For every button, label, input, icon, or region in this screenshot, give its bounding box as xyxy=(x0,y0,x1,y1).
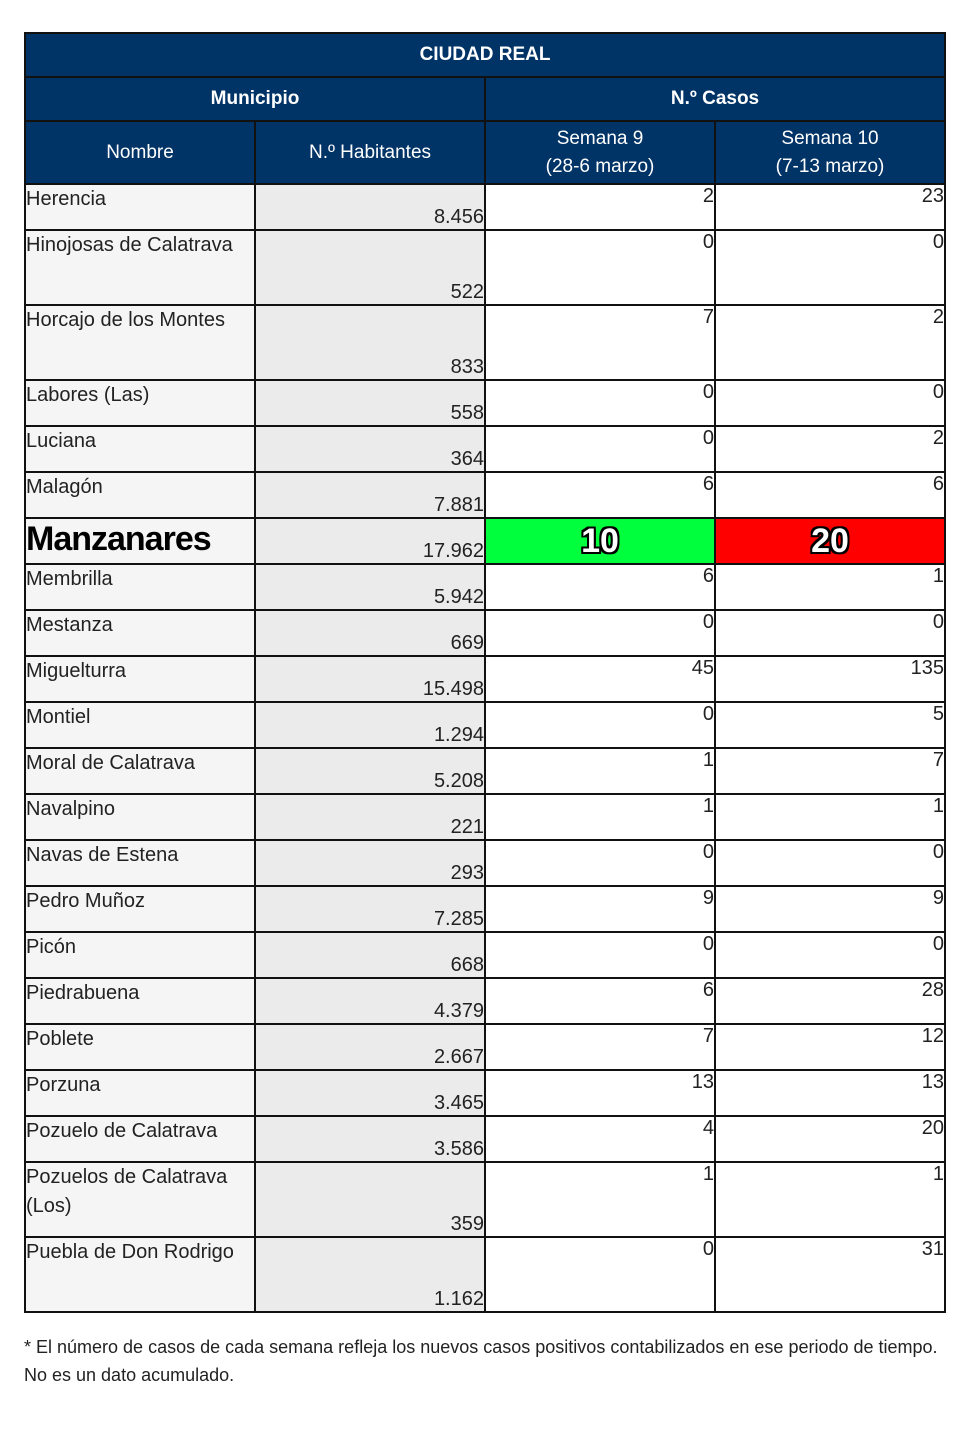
cell-habitantes: 3.465 xyxy=(255,1070,485,1116)
cell-semana-9: 6 xyxy=(485,472,715,518)
cell-semana-9: 0 xyxy=(485,840,715,886)
cell-semana-10: 20 xyxy=(715,1116,945,1162)
table-row xyxy=(25,230,945,305)
cell-municipio: Pozuelos de Calatrava (Los) xyxy=(25,1162,255,1237)
cell-municipio: Porzuna xyxy=(25,1070,255,1116)
cell-semana-10: 0 xyxy=(715,610,945,656)
col-header-semana-9-label: Semana 9 xyxy=(556,127,644,149)
cell-semana-9: 0 xyxy=(485,380,715,426)
table-row xyxy=(25,1024,945,1070)
cell-habitantes: 1.162 xyxy=(255,1237,485,1312)
cell-municipio: Piedrabuena xyxy=(25,978,255,1024)
cell-semana-10: 0 xyxy=(715,840,945,886)
cell-semana-10: 135 xyxy=(715,656,945,702)
cell-semana-9: 9 xyxy=(485,886,715,932)
cell-semana-10: 23 xyxy=(715,184,945,230)
cell-municipio: Malagón xyxy=(25,472,255,518)
cell-semana-9: 0 xyxy=(485,230,715,305)
cell-habitantes: 7.285 xyxy=(255,886,485,932)
cell-municipio: Navalpino xyxy=(25,794,255,840)
col-header-habitantes: N.º Habitantes xyxy=(255,121,485,184)
table-row xyxy=(25,932,945,978)
cell-semana-9-highlighted: 10 xyxy=(485,518,715,564)
cell-municipio: Puebla de Don Rodrigo xyxy=(25,1237,255,1312)
cell-semana-9: 1 xyxy=(485,794,715,840)
cell-habitantes: 4.379 xyxy=(255,978,485,1024)
cell-semana-10: 28 xyxy=(715,978,945,1024)
table-row xyxy=(25,472,945,518)
cell-semana-9: 7 xyxy=(485,305,715,380)
group-header-casos: N.º Casos xyxy=(485,77,945,121)
cell-habitantes: 364 xyxy=(255,426,485,472)
cell-semana-10: 12 xyxy=(715,1024,945,1070)
cell-municipio: Membrilla xyxy=(25,564,255,610)
cell-habitantes: 221 xyxy=(255,794,485,840)
cell-semana-10: 1 xyxy=(715,794,945,840)
cell-habitantes: 5.208 xyxy=(255,748,485,794)
cell-habitantes: 1.294 xyxy=(255,702,485,748)
table-row xyxy=(25,886,945,932)
cell-semana-10: 0 xyxy=(715,230,945,305)
cell-habitantes: 558 xyxy=(255,380,485,426)
col-header-semana-10-dates: (7-13 marzo) xyxy=(775,155,885,177)
cell-semana-10: 2 xyxy=(715,426,945,472)
cell-semana-9: 13 xyxy=(485,1070,715,1116)
cell-municipio: Labores (Las) xyxy=(25,380,255,426)
cell-semana-10: 0 xyxy=(715,932,945,978)
col-header-semana-10 xyxy=(715,121,945,184)
cell-municipio-highlighted: Manzanares xyxy=(25,518,255,564)
table-row xyxy=(25,840,945,886)
cell-semana-9: 4 xyxy=(485,1116,715,1162)
col-header-semana-10-label: Semana 10 xyxy=(781,127,879,149)
cell-habitantes: 833 xyxy=(255,305,485,380)
cases-table xyxy=(24,32,946,1313)
cell-municipio: Picón xyxy=(25,932,255,978)
cell-semana-9: 0 xyxy=(485,932,715,978)
cell-municipio: Luciana xyxy=(25,426,255,472)
table-row xyxy=(25,610,945,656)
cell-habitantes: 668 xyxy=(255,932,485,978)
cell-municipio: Moral de Calatrava xyxy=(25,748,255,794)
cell-semana-10: 6 xyxy=(715,472,945,518)
table-row xyxy=(25,184,945,230)
cell-semana-10-highlighted: 20 xyxy=(715,518,945,564)
table-row xyxy=(25,656,945,702)
cell-habitantes: 2.667 xyxy=(255,1024,485,1070)
cell-habitantes: 15.498 xyxy=(255,656,485,702)
table-row xyxy=(25,702,945,748)
group-header-municipio: Municipio xyxy=(25,77,485,121)
cell-semana-10: 9 xyxy=(715,886,945,932)
cell-municipio: Hinojosas de Calatrava xyxy=(25,230,255,305)
cell-semana-10: 0 xyxy=(715,380,945,426)
cell-municipio: Herencia xyxy=(25,184,255,230)
cell-municipio: Horcajo de los Montes xyxy=(25,305,255,380)
cell-habitantes: 522 xyxy=(255,230,485,305)
cell-semana-9: 2 xyxy=(485,184,715,230)
cell-municipio: Navas de Estena xyxy=(25,840,255,886)
footnote: * El número de casos de cada semana refleja los nuevos casos positivos contabilizados en ese periodo de tiempo. No es un dato acumulado. xyxy=(24,1337,938,1385)
cell-habitantes: 7.881 xyxy=(255,472,485,518)
cell-semana-9: 1 xyxy=(485,748,715,794)
cell-semana-10: 13 xyxy=(715,1070,945,1116)
col-header-nombre: Nombre xyxy=(25,121,255,184)
cell-semana-10: 31 xyxy=(715,1237,945,1312)
cell-semana-9: 0 xyxy=(485,702,715,748)
cell-municipio: Pedro Muñoz xyxy=(25,886,255,932)
cell-habitantes: 3.586 xyxy=(255,1116,485,1162)
cell-municipio: Poblete xyxy=(25,1024,255,1070)
table-row xyxy=(25,978,945,1024)
cell-semana-10: 1 xyxy=(715,564,945,610)
cell-habitantes: 5.942 xyxy=(255,564,485,610)
table-row xyxy=(25,1162,945,1237)
table-row xyxy=(25,748,945,794)
table-row xyxy=(25,380,945,426)
cell-semana-9: 6 xyxy=(485,978,715,1024)
cell-habitantes: 359 xyxy=(255,1162,485,1237)
cell-semana-10: 7 xyxy=(715,748,945,794)
cell-semana-9: 0 xyxy=(485,610,715,656)
cell-municipio: Pozuelo de Calatrava xyxy=(25,1116,255,1162)
cell-semana-9: 6 xyxy=(485,564,715,610)
table-row xyxy=(25,305,945,380)
cell-semana-10: 2 xyxy=(715,305,945,380)
cell-semana-9: 45 xyxy=(485,656,715,702)
cell-semana-9: 0 xyxy=(485,1237,715,1312)
table-row xyxy=(25,426,945,472)
cell-semana-9: 7 xyxy=(485,1024,715,1070)
cell-habitantes: 17.962 xyxy=(255,518,485,564)
table-row-highlighted xyxy=(25,518,945,564)
col-header-semana-9 xyxy=(485,121,715,184)
table-row xyxy=(25,1070,945,1116)
cell-habitantes: 669 xyxy=(255,610,485,656)
cell-municipio: Montiel xyxy=(25,702,255,748)
cell-municipio: Mestanza xyxy=(25,610,255,656)
cell-municipio: Miguelturra xyxy=(25,656,255,702)
table-title: CIUDAD REAL xyxy=(25,33,945,77)
table-row xyxy=(25,1116,945,1162)
cell-semana-10: 1 xyxy=(715,1162,945,1237)
table-row xyxy=(25,564,945,610)
cell-semana-10: 5 xyxy=(715,702,945,748)
cell-semana-9: 1 xyxy=(485,1162,715,1237)
col-header-semana-9-dates: (28-6 marzo) xyxy=(545,155,655,177)
cell-semana-9: 0 xyxy=(485,426,715,472)
cell-habitantes: 293 xyxy=(255,840,485,886)
cell-habitantes: 8.456 xyxy=(255,184,485,230)
table-row xyxy=(25,794,945,840)
table-row xyxy=(25,1237,945,1312)
